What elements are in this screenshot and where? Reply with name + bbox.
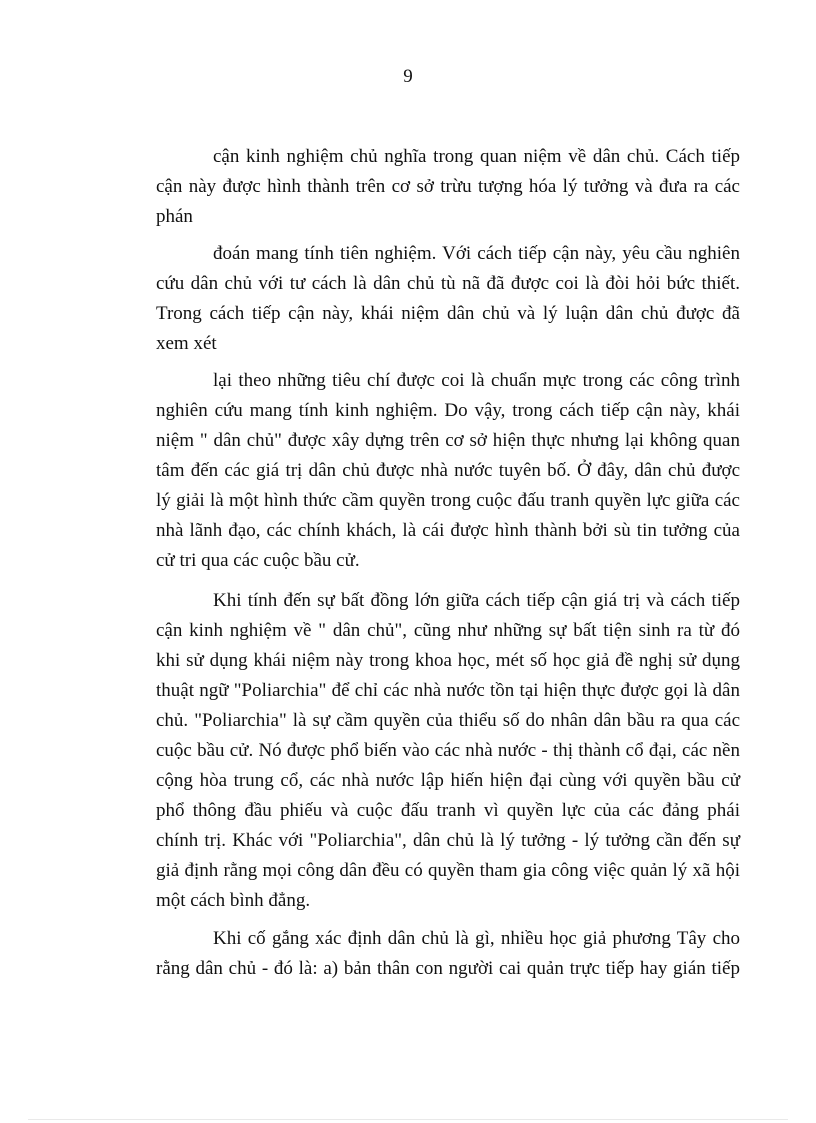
text-line: xem xét	[156, 333, 217, 354]
text-line: cận kinh nghiệm chủ nghĩa trong quan niệm về dân chủ. Cách tiếp	[213, 146, 740, 167]
text-line: phổ thông đầu phiếu và cuộc đấu tranh vì quyền lực của các đảng phái	[156, 800, 740, 821]
text-line: Khi cố gắng xác định dân chủ là gì, nhiều học giả phương Tây cho	[213, 928, 740, 949]
text-line: một cách bình đẳng.	[156, 890, 311, 911]
text-line: cử tri qua các cuộc bầu cử.	[156, 550, 360, 571]
page-number: 9	[403, 66, 413, 87]
text-line: nhà lãnh đạo, các chính khách, là cái được hình thành bởi sù tin tưởng của	[156, 520, 740, 541]
text-line: rằng dân chủ - đó là: a) bản thân con người cai quản trực tiếp hay gián tiếp	[156, 958, 740, 979]
text-line: Khi tính đến sự bất đồng lớn giữa cách tiếp cận giá trị và cách tiếp	[213, 590, 740, 611]
text-line: tâm đến các giá trị dân chủ được nhà nước tuyên bố. Ở đây, dân chủ được	[156, 460, 740, 481]
text-line: cứu dân chủ với tư cách là dân chủ tù nã đã được coi là đòi hỏi bức thiết.	[156, 273, 740, 294]
text-line: cộng hòa trung cổ, các nhà nước lập hiến hiện đại cùng với quyền bầu cử	[156, 770, 740, 791]
text-line: phán	[156, 206, 193, 227]
text-line: cận kinh nghiệm về " dân chủ", cũng như những sự bất tiện sinh ra từ đó	[156, 620, 740, 641]
text-line: đoán mang tính tiên nghiệm. Với cách tiếp cận này, yêu cầu nghiên	[213, 243, 740, 264]
text-line: cận này được hình thành trên cơ sở trừu tượng hóa lý tưởng và đưa ra các	[156, 176, 740, 197]
text-line: cuộc bầu cử. Nó được phổ biến vào các nhà nước - thị thành cổ đại, các nền	[156, 740, 740, 761]
text-line: giả định rằng mọi công dân đều có quyền tham gia công việc quản lý xã hội	[156, 860, 740, 881]
text-line: lại theo những tiêu chí được coi là chuẩn mực trong các công trình	[213, 370, 740, 391]
text-line: khi sử dụng khái niệm này trong khoa học, mét số học giả đề nghị sử dụng	[156, 650, 740, 671]
text-line: chính trị. Khác với "Poliarchia", dân chủ là lý tưởng - lý tưởng cần đến sự	[156, 830, 740, 851]
text-line: Trong cách tiếp cận này, khái niệm dân chủ và lý luận dân chủ được đã	[156, 303, 740, 324]
text-line: nghiên cứu mang tính kinh nghiệm. Do vậy, trong cách tiếp cận này, khái	[156, 400, 740, 421]
text-line: lý giải là một hình thức cầm quyền trong cuộc đấu tranh quyền lực giữa các	[156, 490, 740, 511]
page-bottom-rule	[28, 1119, 788, 1120]
text-line: niệm " dân chủ" được xây dựng trên cơ sở hiện thực nhưng lại không quan	[156, 430, 740, 451]
text-line: thuật ngữ "Poliarchia" để chỉ các nhà nước tồn tại hiện thực được gọi là dân	[156, 680, 740, 701]
text-line: chủ. "Poliarchia" là sự cầm quyền của thiểu số do nhân dân bầu ra qua các	[156, 710, 740, 731]
